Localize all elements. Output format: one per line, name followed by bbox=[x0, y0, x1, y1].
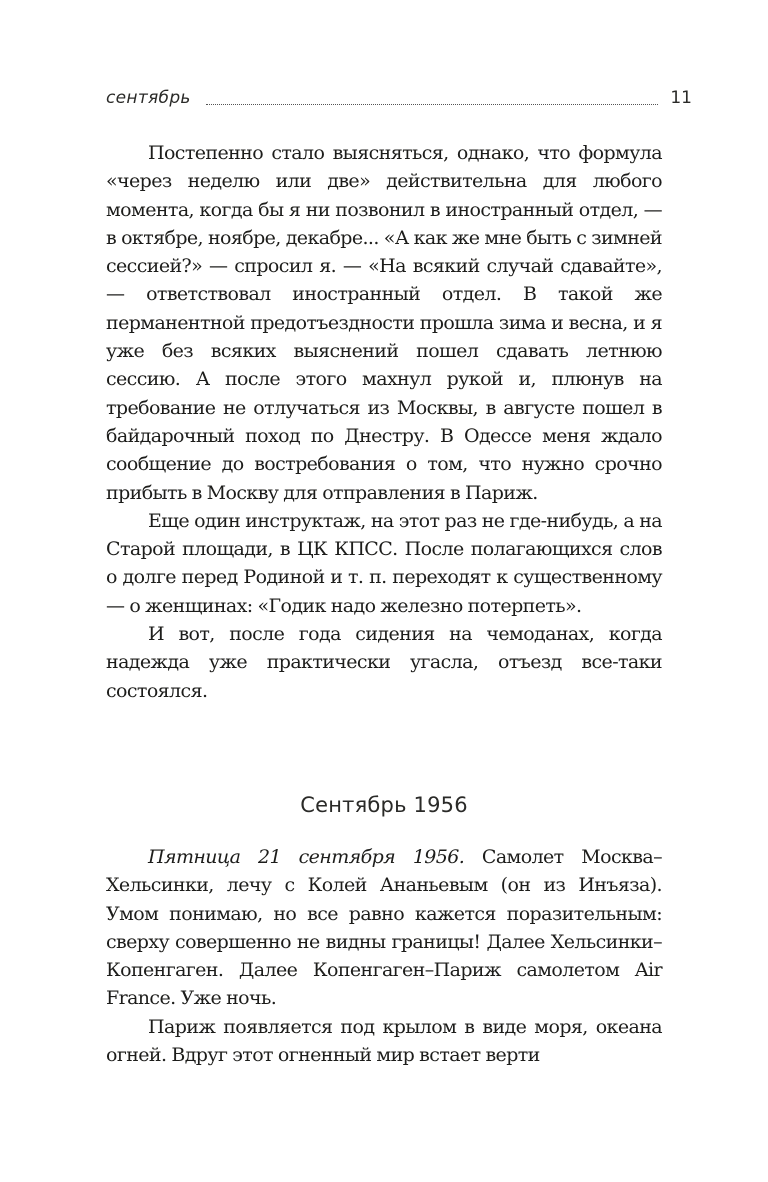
paragraph: Постепенно стало выясняться, однако, что формула «через неделю или две» действительна для любого момента, когда бы я ни позвонил в иностранный отдел, — в октябре, ноябре, декабре... «А как же мне быть с зимней сессией?» — спросил я. — «На всякий случай сдавайте», — ответствовал иностранный отдел. В такой же перманентной предотъездности прошла зима и весна, и я уже без всяких выяснений пошел сдавать летнюю сессию. А после этого махнул рукой и, плюнув на требование не отлучаться из Москвы, в августе пошел в байдарочный поход по Днестру. В Одессе меня ждало сообщение до востребования о том, что нужно срочно прибыть в Москву для отправления в Париж. bbox=[106, 142, 662, 504]
running-title: сентябрь bbox=[106, 88, 191, 108]
page-number: 11 bbox=[670, 88, 692, 108]
paragraph: Еще один инструктаж, на этот раз не где-нибудь, а на Старой площади, в ЦК КПСС. После полагающихся слов о долге перед Родиной и т. п. переходят к существенному — о женщинах: «Годик надо железно потерпеть». bbox=[106, 509, 662, 617]
paragraph: И вот, после года сидения на чемоданах, когда надежда уже практически угасла, отъезд все-таки состоялся. bbox=[106, 623, 662, 702]
section-heading: Сентябрь 1956 bbox=[300, 793, 468, 817]
diary-entry-text: Самолет Москва–Хельсинки, лечу с Колей Ананьевым (он из Инъяза). Умом понимаю, но все равно кажется поразительным: сверху совершенно не видны границы! Далее Хельсинки–Копенгаген. Далее Копенгаген–Париж самолетом Air France. Уже ночь. bbox=[106, 846, 662, 1010]
paragraph: Париж появляется под крылом в виде моря, океана огней. Вдруг этот огненный мир встает верти bbox=[106, 1015, 662, 1067]
diary-date: Пятница 21 сентября 1956. bbox=[148, 846, 465, 868]
running-header bbox=[106, 88, 692, 114]
header-dotted-leader bbox=[206, 104, 658, 105]
body-text-top bbox=[106, 139, 662, 705]
body-text-section bbox=[106, 843, 662, 1069]
paragraph bbox=[106, 843, 662, 1013]
